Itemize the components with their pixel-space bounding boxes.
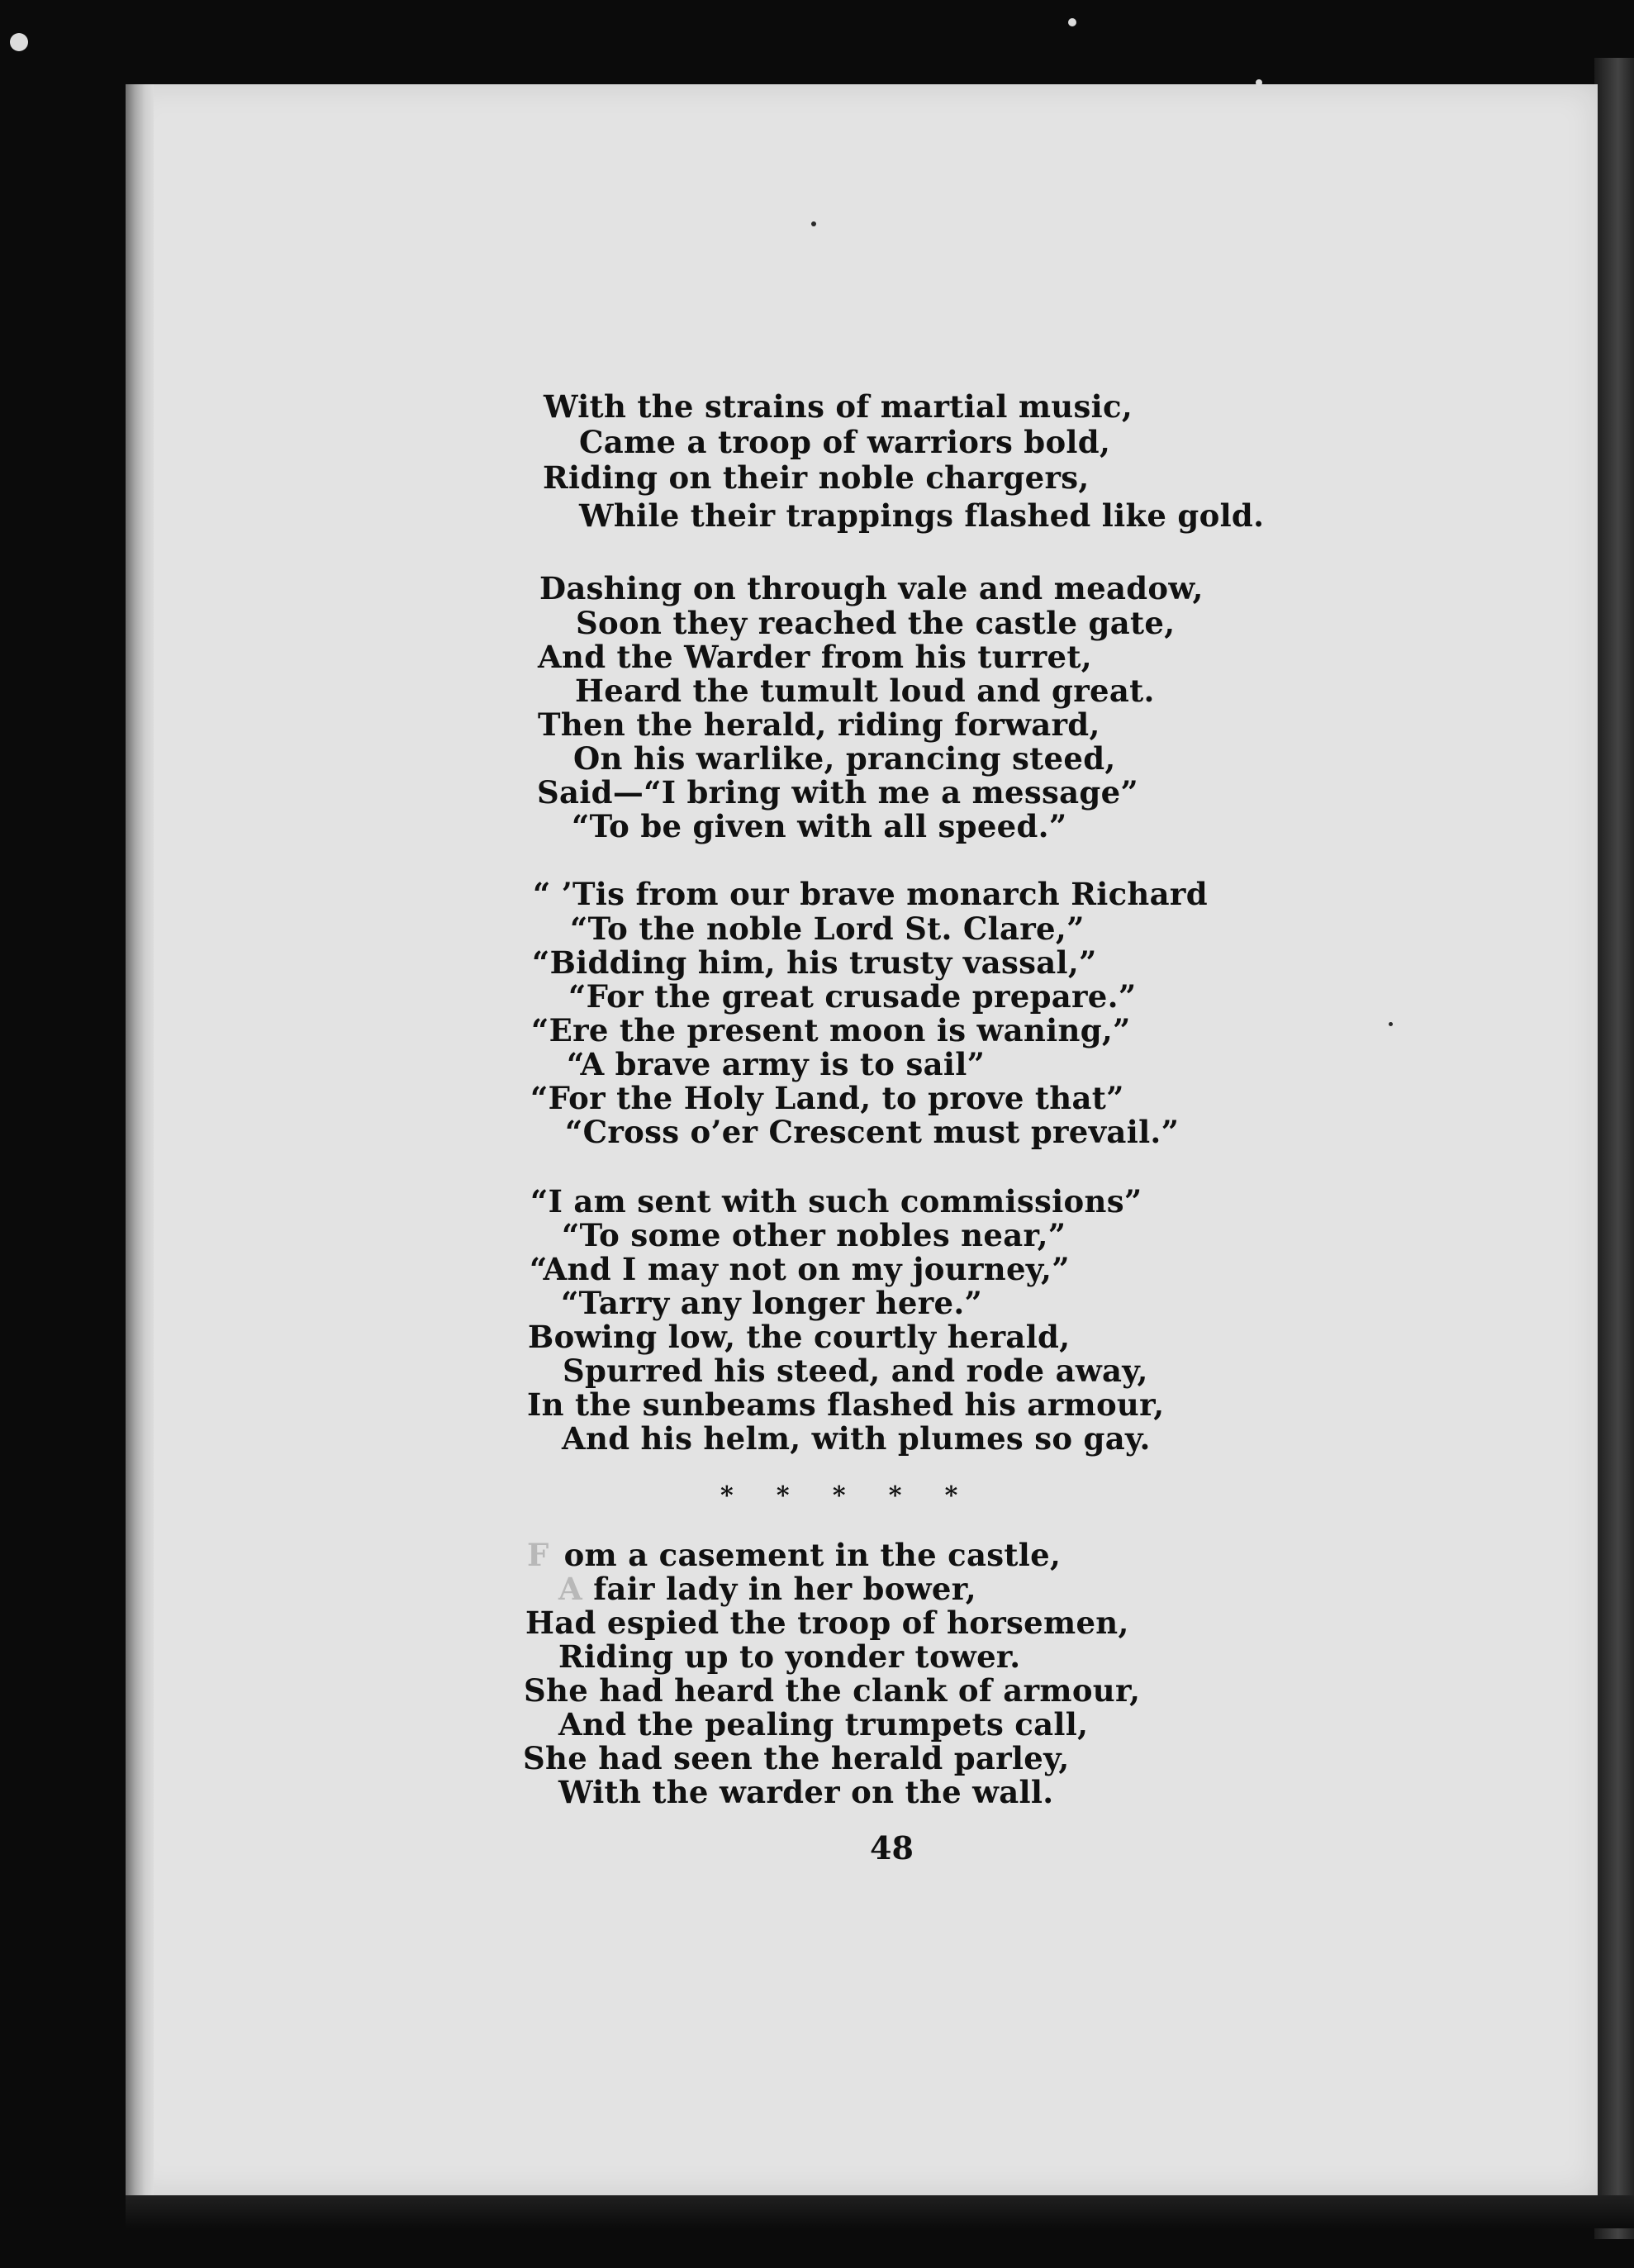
faded-initial: F	[527, 1537, 549, 1573]
poem-line: And the Warder from his turret,	[538, 639, 1092, 675]
poem-line: “To be given with all speed.”	[572, 808, 1067, 844]
poem-line: While their trappings flashed like gold.	[579, 497, 1265, 534]
poem-line: On his warlike, prancing steed,	[573, 740, 1116, 777]
page-number: 48	[870, 1829, 914, 1866]
poem-line: “Tarry any longer here.”	[561, 1285, 983, 1321]
poem-line: “For the great crusade prepare.”	[568, 978, 1137, 1015]
poem-line: “Cross o’er Crescent must prevail.”	[565, 1114, 1180, 1150]
poem-line: Riding up to yonder tower.	[558, 1638, 1021, 1675]
poem-line: “ ’Tis from our brave monarch Richard	[533, 876, 1208, 912]
poem-line: She had seen the herald parley,	[523, 1740, 1070, 1776]
poem-line	[527, 1537, 1062, 1573]
section-separator: * * * * *	[720, 1481, 958, 1510]
poem-line: And the pealing trumpets call,	[558, 1706, 1089, 1743]
poem-line	[558, 1571, 976, 1607]
poem-line: “A brave army is to sail”	[567, 1046, 986, 1082]
poem-line-text: fair lady in her bower,	[582, 1571, 976, 1607]
poem-line: “Ere the present moon is waning,”	[531, 1012, 1131, 1048]
poem-line: Bowing low, the courtly herald,	[528, 1319, 1071, 1355]
poem-line: “To some other nobles near,”	[562, 1217, 1066, 1253]
poem-line: “Bidding him, his trusty vassal,”	[532, 944, 1097, 981]
poem-line: “To the noble Lord St. Clare,”	[570, 911, 1085, 947]
poem-line: In the sunbeams flashed his armour,	[527, 1386, 1165, 1423]
poem-line: And his helm, with plumes so gay.	[562, 1420, 1151, 1457]
poem-line: “I am sent with such commissions”	[530, 1183, 1142, 1220]
poem-line: Came a troop of warriors bold,	[579, 424, 1111, 460]
poem-line: Spurred his steed, and rode away,	[563, 1353, 1148, 1389]
faded-initial: A	[558, 1571, 583, 1607]
poem-line: With the strains of martial music,	[544, 388, 1133, 425]
poem-line: Dashing on through vale and meadow,	[539, 570, 1204, 606]
poem-line: With the warder on the wall.	[558, 1774, 1054, 1810]
poem-line: She had heard the clank of armour,	[524, 1672, 1141, 1709]
poem-line: “For the Holy Land, to prove that”	[530, 1080, 1124, 1116]
poem-line: Then the herald, riding forward,	[538, 706, 1100, 743]
poem-line: Heard the tumult loud and great.	[575, 673, 1155, 709]
poem-line: Said—“I bring with me a message”	[537, 774, 1138, 811]
poem-line: Riding on their noble chargers,	[543, 459, 1090, 496]
poem-line: “And I may not on my journey,”	[530, 1251, 1070, 1287]
poem-line-text: om a casement in the castle,	[563, 1537, 1062, 1573]
poem-line: Soon they reached the castle gate,	[576, 605, 1176, 641]
poem-line: Had espied the troop of horsemen,	[525, 1605, 1129, 1641]
